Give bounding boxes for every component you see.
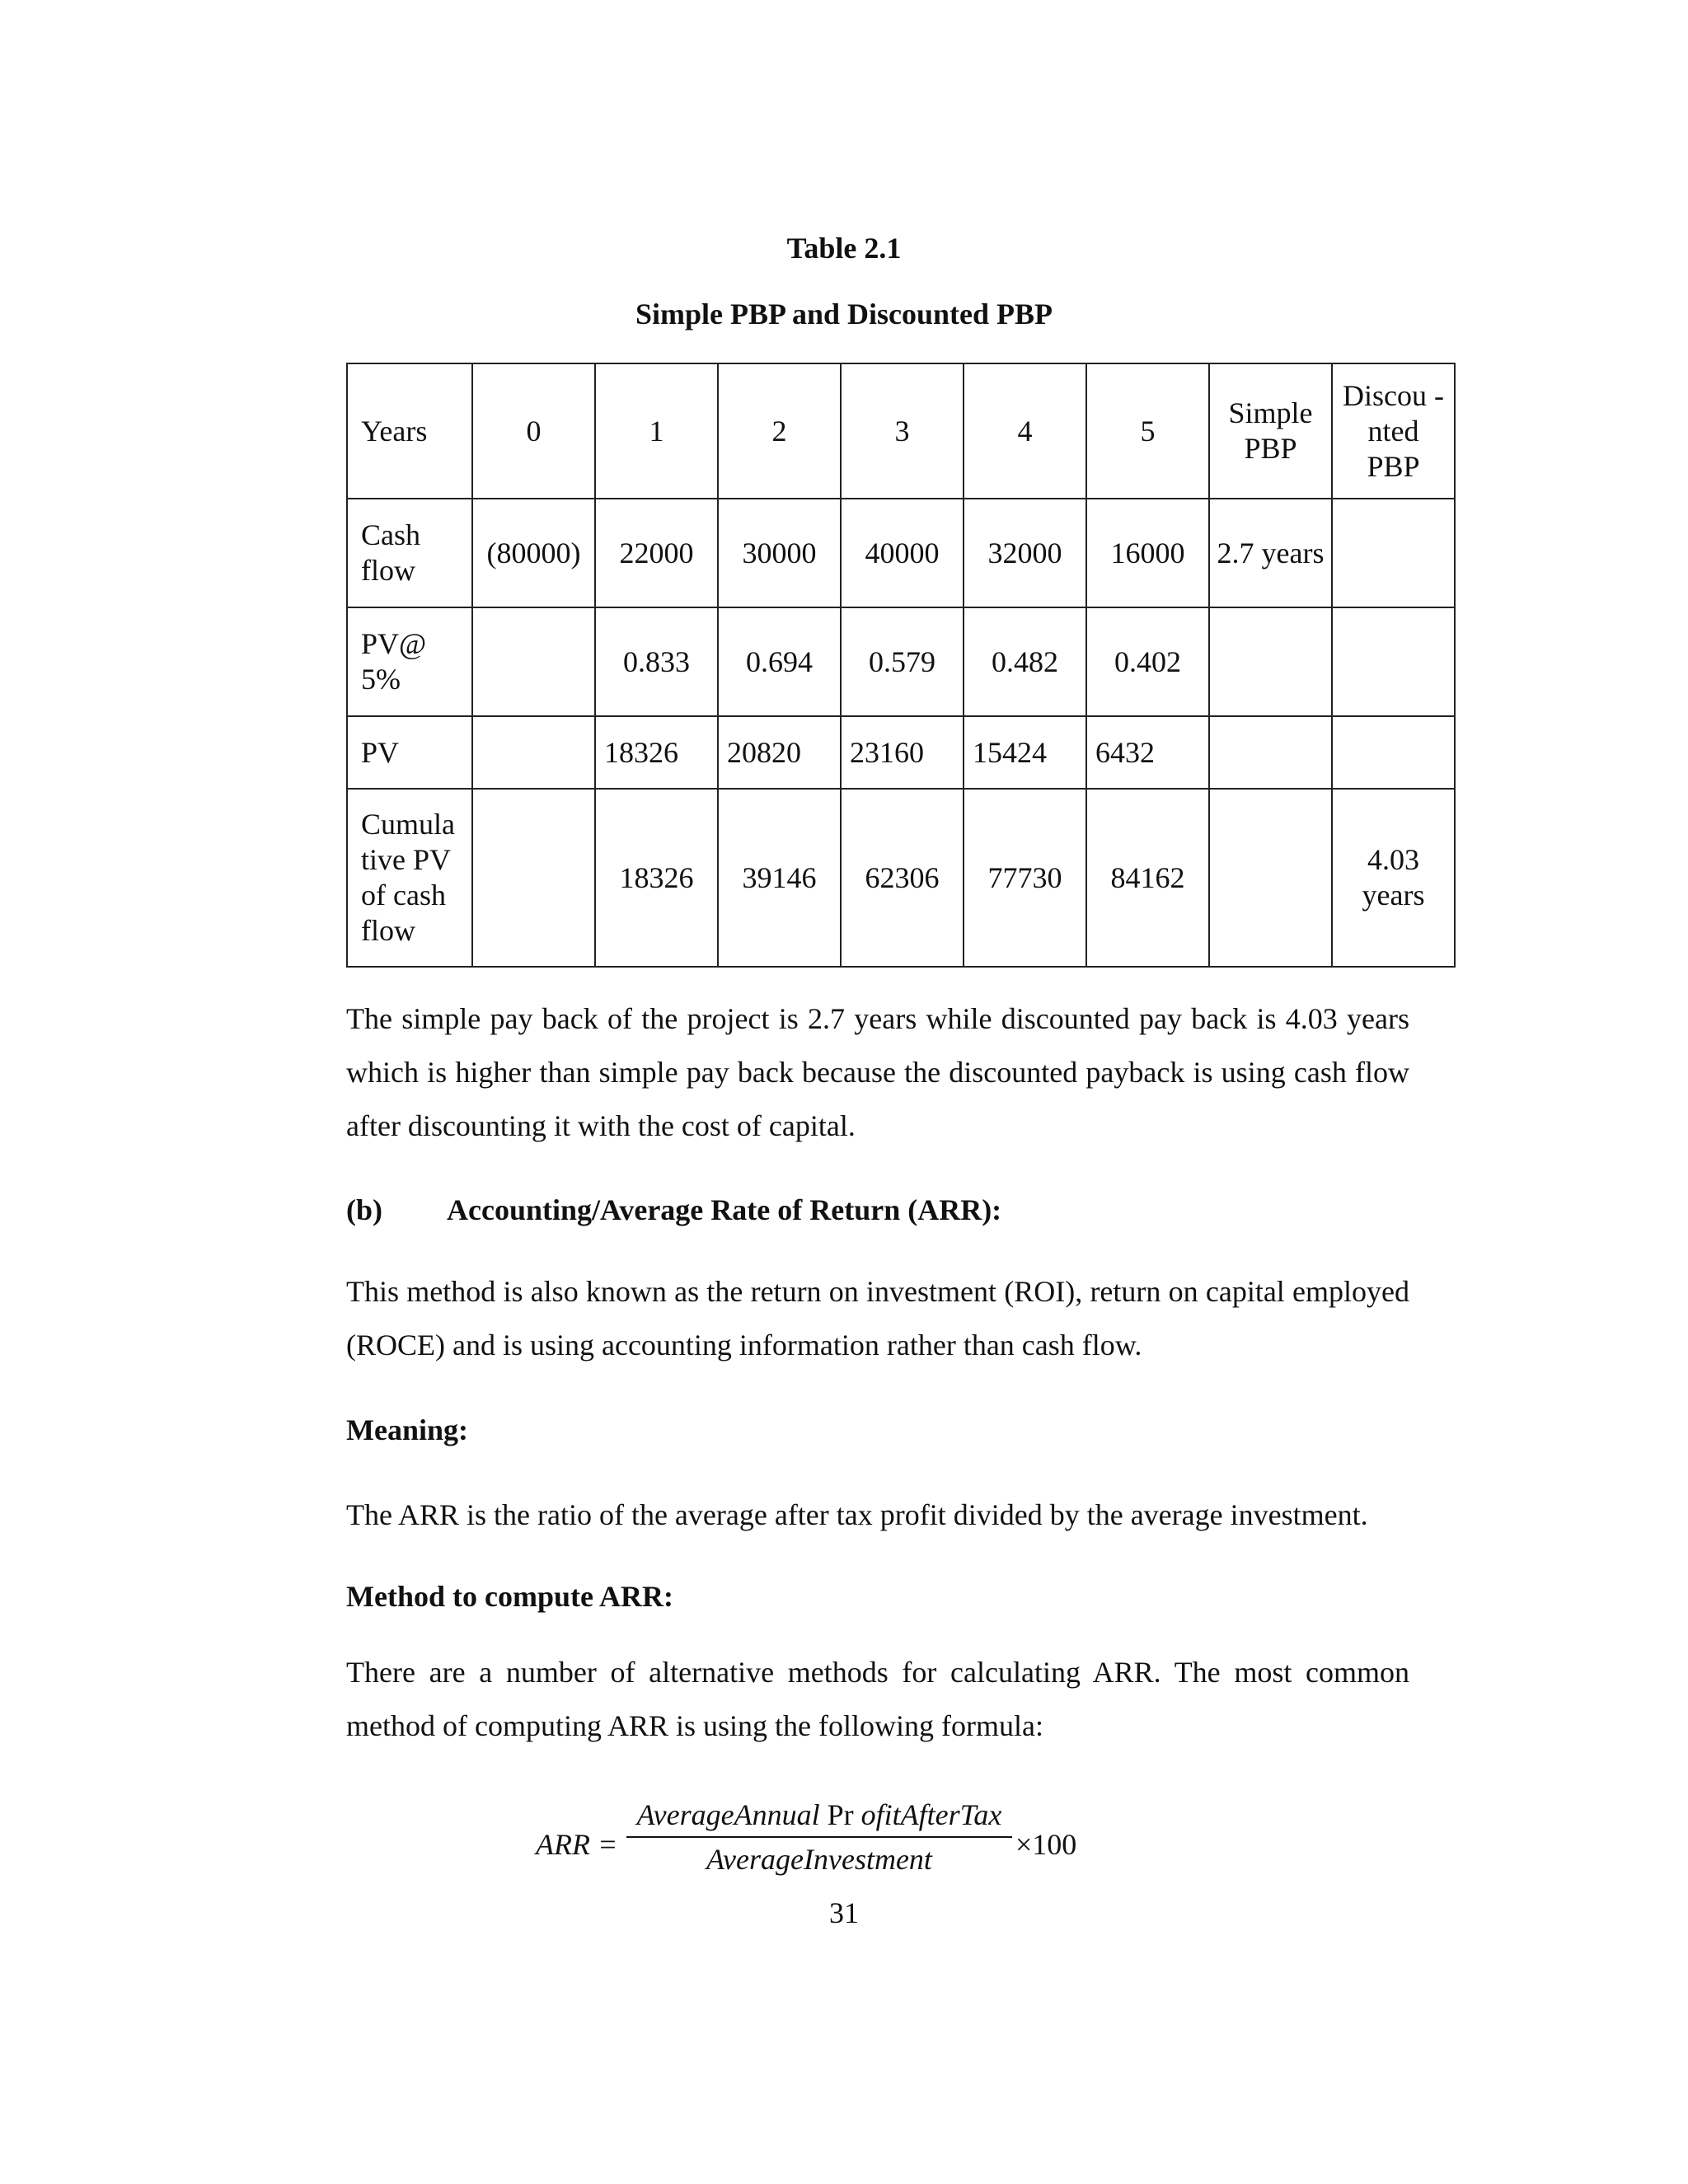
table-row-cumulative-pv [347, 789, 1455, 967]
paragraph-arr-meaning: The ARR is the ratio of the average after tax profit divided by the average investment. [346, 1498, 1368, 1531]
table-cell [472, 789, 595, 967]
table-cell: 39146 [718, 789, 841, 967]
table-header-row [347, 363, 1455, 499]
section-label: (b) [346, 1193, 382, 1226]
fraction-bar [626, 1836, 1012, 1838]
row-label: Cumula tive PV of cash flow [347, 789, 472, 967]
table-cell: 0.402 [1086, 607, 1209, 716]
header-year-3: 3 [841, 363, 964, 499]
header-simple-pbp: Simple PBP [1209, 363, 1332, 499]
table-title-caption: Simple PBP and Discounted PBP [635, 298, 1053, 330]
simple-pbp-value [1209, 789, 1332, 967]
discounted-pbp-value [1332, 607, 1455, 716]
table-cell: 18326 [595, 716, 718, 789]
section-title: Accounting/Average Rate of Return (ARR): [447, 1193, 1002, 1226]
section-heading-arr [346, 1192, 1001, 1228]
table-cell [472, 716, 595, 789]
table-cell: 40000 [841, 499, 964, 607]
meaning-heading: Meaning: [346, 1413, 468, 1446]
discounted-pbp-value: 4.03 years [1332, 789, 1455, 967]
numerator-part-1: AverageAnnual [636, 1798, 820, 1831]
numerator-part-3: ofitAfterTax [860, 1798, 1002, 1831]
page-number: 31 [829, 1896, 859, 1929]
table-row-pv-factor [347, 607, 1455, 716]
header-year-5: 5 [1086, 363, 1209, 499]
header-year-4: 4 [964, 363, 1086, 499]
table-row-pv [347, 716, 1455, 789]
formula-multiplier: ×100 [1015, 1828, 1077, 1861]
table-cell: (80000) [472, 499, 595, 607]
simple-pbp-value [1209, 607, 1332, 716]
table-cell: 30000 [718, 499, 841, 607]
formula-lhs: ARR = [536, 1828, 618, 1861]
header-years-label: Years [347, 363, 472, 499]
table-cell: 0.579 [841, 607, 964, 716]
table-number-caption: Table 2.1 [786, 232, 902, 265]
paragraph-payback-comparison: The simple pay back of the project is 2.7 years while discounted pay back is 4.03 years which is higher than simple pay back because the discounted payback is using cash flow after discounting it with the cost of capital. [346, 1002, 1409, 1142]
table-cell: 16000 [1086, 499, 1209, 607]
table-cell: 22000 [595, 499, 718, 607]
table-cell: 6432 [1086, 716, 1209, 789]
formula-fraction [626, 1797, 1012, 1877]
numerator-part-2: Pr [819, 1798, 861, 1831]
table-cell: 0.694 [718, 607, 841, 716]
discounted-pbp-value [1332, 716, 1455, 789]
table-cell [472, 607, 595, 716]
simple-pbp-value [1209, 716, 1332, 789]
paragraph-arr-intro: This method is also known as the return on investment (ROI), return on capital employed (ROCE) and is using accounting information rather than cash flow. [346, 1275, 1409, 1361]
formula-denominator: AverageInvestment [706, 1843, 932, 1876]
table-cell: 20820 [718, 716, 841, 789]
formula-numerator [626, 1797, 1012, 1833]
table-cell: 23160 [841, 716, 964, 789]
table-cell: 15424 [964, 716, 1086, 789]
row-label: Cash flow [347, 499, 472, 607]
header-year-1: 1 [595, 363, 718, 499]
table-cell: 0.482 [964, 607, 1086, 716]
row-label: PV@ 5% [347, 607, 472, 716]
header-year-2: 2 [718, 363, 841, 499]
table-cell: 18326 [595, 789, 718, 967]
table-row-cash-flow [347, 499, 1455, 607]
payback-table [346, 363, 1456, 968]
table-cell: 0.833 [595, 607, 718, 716]
paragraph-arr-method: There are a number of alternative methods for calculating ARR. The most common method of computing ARR is using the following formula: [346, 1656, 1409, 1742]
discounted-pbp-value [1332, 499, 1455, 607]
simple-pbp-value: 2.7 years [1209, 499, 1332, 607]
header-year-0: 0 [472, 363, 595, 499]
row-label: PV [347, 716, 472, 789]
header-discounted-pbp: Discou -nted PBP [1332, 363, 1455, 499]
table-cell: 77730 [964, 789, 1086, 967]
table-cell: 62306 [841, 789, 964, 967]
method-heading: Method to compute ARR: [346, 1580, 673, 1613]
table-cell: 84162 [1086, 789, 1209, 967]
table-cell: 32000 [964, 499, 1086, 607]
